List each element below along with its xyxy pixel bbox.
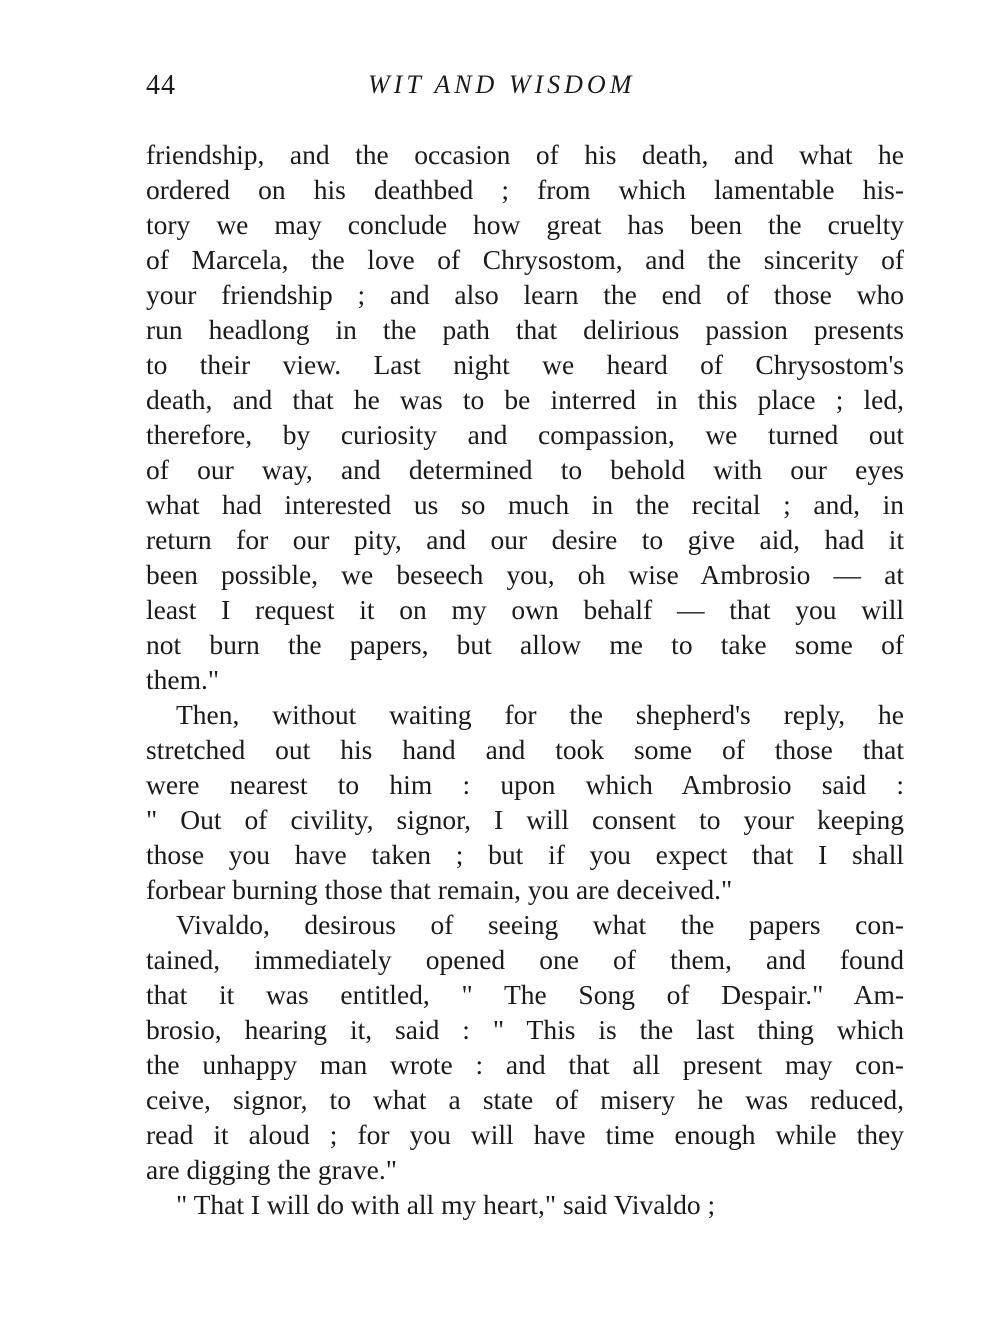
text-line: forbear burning those that remain, you are deceived." xyxy=(146,874,733,905)
text-line: ceive, signor, to what a state of misery he was reduced, xyxy=(146,1084,904,1115)
page-number: 44 xyxy=(146,70,176,101)
text-line: Vivaldo, desirous of seeing what the papers con- xyxy=(176,909,904,940)
text-line: death, and that he was to be interred in this place ; led, xyxy=(146,384,904,415)
text-line: " Out of civility, signor, I will consent to your keeping xyxy=(146,804,904,835)
text-line: ordered on his deathbed ; from which lamentable his- xyxy=(146,174,904,205)
page-header xyxy=(146,70,904,110)
text-line: what had interested us so much in the recital ; and, in xyxy=(146,489,904,520)
text-line: of Marcela, the love of Chrysostom, and the sincerity of xyxy=(146,244,904,275)
text-line: Then, without waiting for the shepherd's reply, he xyxy=(176,699,904,730)
text-line: " That I will do with all my heart," said Vivaldo ; xyxy=(176,1189,716,1220)
text-line: them." xyxy=(146,664,220,695)
text-line: tory we may conclude how great has been the cruelty xyxy=(146,209,904,240)
text-line: the unhappy man wrote : and that all present may con- xyxy=(146,1049,904,1080)
text-line: brosio, hearing it, said : " This is the last thing which xyxy=(146,1014,904,1045)
text-line: not burn the papers, but allow me to take some of xyxy=(146,629,904,660)
text-line: your friendship ; and also learn the end of those who xyxy=(146,279,904,310)
text-line: friendship, and the occasion of his death, and what he xyxy=(146,139,904,170)
text-line: read it aloud ; for you will have time enough while they xyxy=(146,1119,904,1150)
text-line: been possible, we beseech you, oh wise Ambrosio — at xyxy=(146,559,904,590)
body-text xyxy=(146,137,904,1222)
text-line: are digging the grave." xyxy=(146,1154,397,1185)
paragraph xyxy=(146,697,904,907)
text-line: return for our pity, and our desire to give aid, had it xyxy=(146,524,904,555)
paragraph xyxy=(146,907,904,1187)
text-line: therefore, by curiosity and compassion, we turned out xyxy=(146,419,904,450)
text-line: stretched out his hand and took some of those that xyxy=(146,734,904,765)
text-line: tained, immediately opened one of them, and found xyxy=(146,944,904,975)
text-line: of our way, and determined to behold with our eyes xyxy=(146,454,904,485)
paragraph xyxy=(146,137,904,697)
text-line: those you have taken ; but if you expect that I shall xyxy=(146,839,904,870)
text-line: least I request it on my own behalf — that you will xyxy=(146,594,904,625)
text-line: run headlong in the path that delirious passion presents xyxy=(146,314,904,345)
text-line: were nearest to him : upon which Ambrosio said : xyxy=(146,769,904,800)
text-line: to their view. Last night we heard of Chrysostom's xyxy=(146,349,904,380)
text-line: that it was entitled, " The Song of Despair." Am- xyxy=(146,979,904,1010)
running-title: WIT AND WISDOM xyxy=(368,70,636,99)
paragraph xyxy=(146,1187,904,1222)
